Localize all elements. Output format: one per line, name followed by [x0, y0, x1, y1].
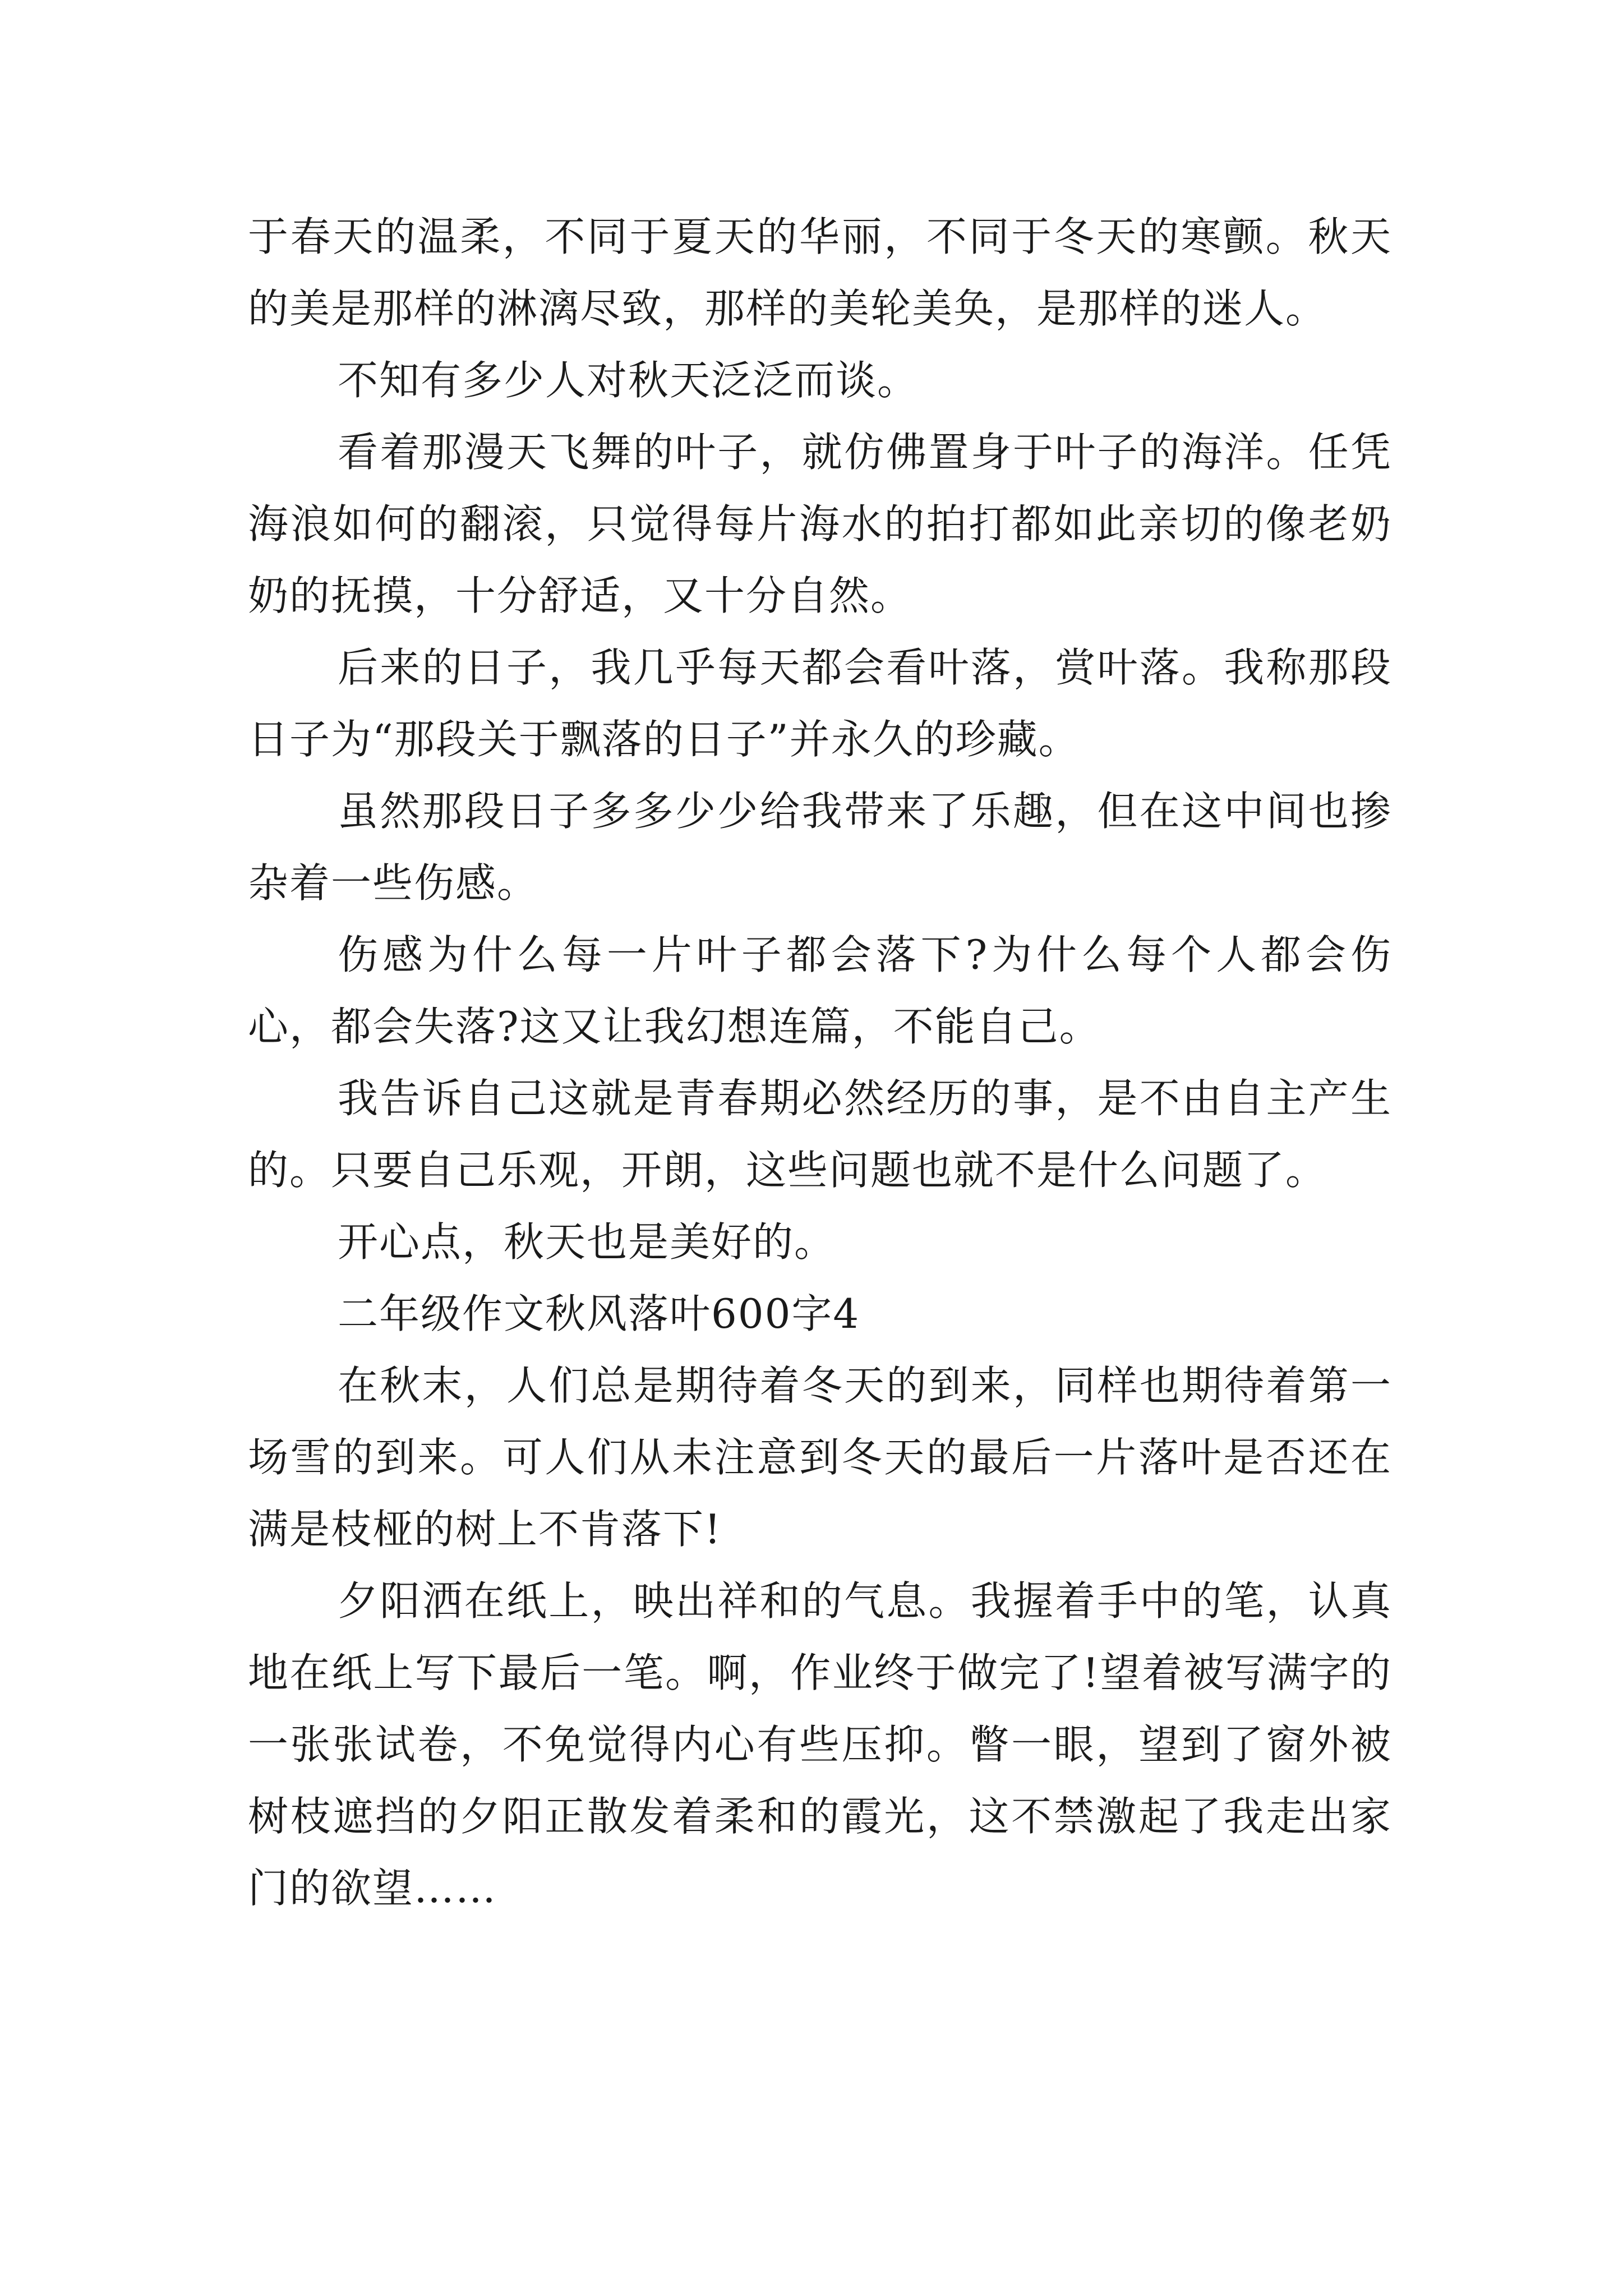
- paragraph-4: 后来的日子，我几乎每天都会看叶落，赏叶落。我称那段日子为“那段关于飘落的日子”并永久的珍藏。: [248, 644, 1392, 763]
- paragraph-5: 虽然那段日子多多少少给我带来了乐趣，但在这中间也掺杂着一些伤感。: [248, 788, 1392, 907]
- paragraph-8: 开心点，秋天也是美好的。: [338, 1218, 836, 1266]
- section-heading: 二年级作文秋风落叶600字4: [338, 1290, 860, 1337]
- paragraph-9: 在秋末，人们总是期待着冬天的到来，同样也期待着第一场雪的到来。可人们从未注意到冬天的最后一片落叶是否还在满是枝桠的树上不肯落下!: [248, 1362, 1392, 1553]
- paragraph-7: 我告诉自己这就是青春期必然经历的事，是不由自主产生的。只要自己乐观，开朗，这些问题也就不是什么问题了。: [248, 1075, 1392, 1194]
- paragraph-3: 看着那漫天飞舞的叶子，就仿佛置身于叶子的海洋。任凭海浪如何的翻滚，只觉得每片海水的拍打都如此亲切的像老奶奶的抚摸，十分舒适，又十分自然。: [248, 429, 1392, 619]
- paragraph-1: 于春天的温柔，不同于夏天的华丽，不同于冬天的寒颤。秋天的美是那样的淋漓尽致，那样的美轮美奂，是那样的迷人。: [248, 213, 1392, 332]
- paragraph-2: 不知有多少人对秋天泛泛而谈。: [338, 357, 919, 404]
- paragraph-10: 夕阳洒在纸上，映出祥和的气息。我握着手中的笔，认真地在纸上写下最后一笔。啊，作业终于做完了!望着被写满字的一张张试卷，不免觉得内心有些压抑。瞥一眼，望到了窗外被树枝遮挡的夕阳正散发着柔和的霞光，这不禁激起了我走出家门的欲望……: [248, 1577, 1392, 1912]
- document-body: [248, 201, 1392, 1924]
- paragraph-6: 伤感为什么每一片叶子都会落下?为什么每个人都会伤心，都会失落?这又让我幻想连篇，不能自己。: [248, 931, 1392, 1050]
